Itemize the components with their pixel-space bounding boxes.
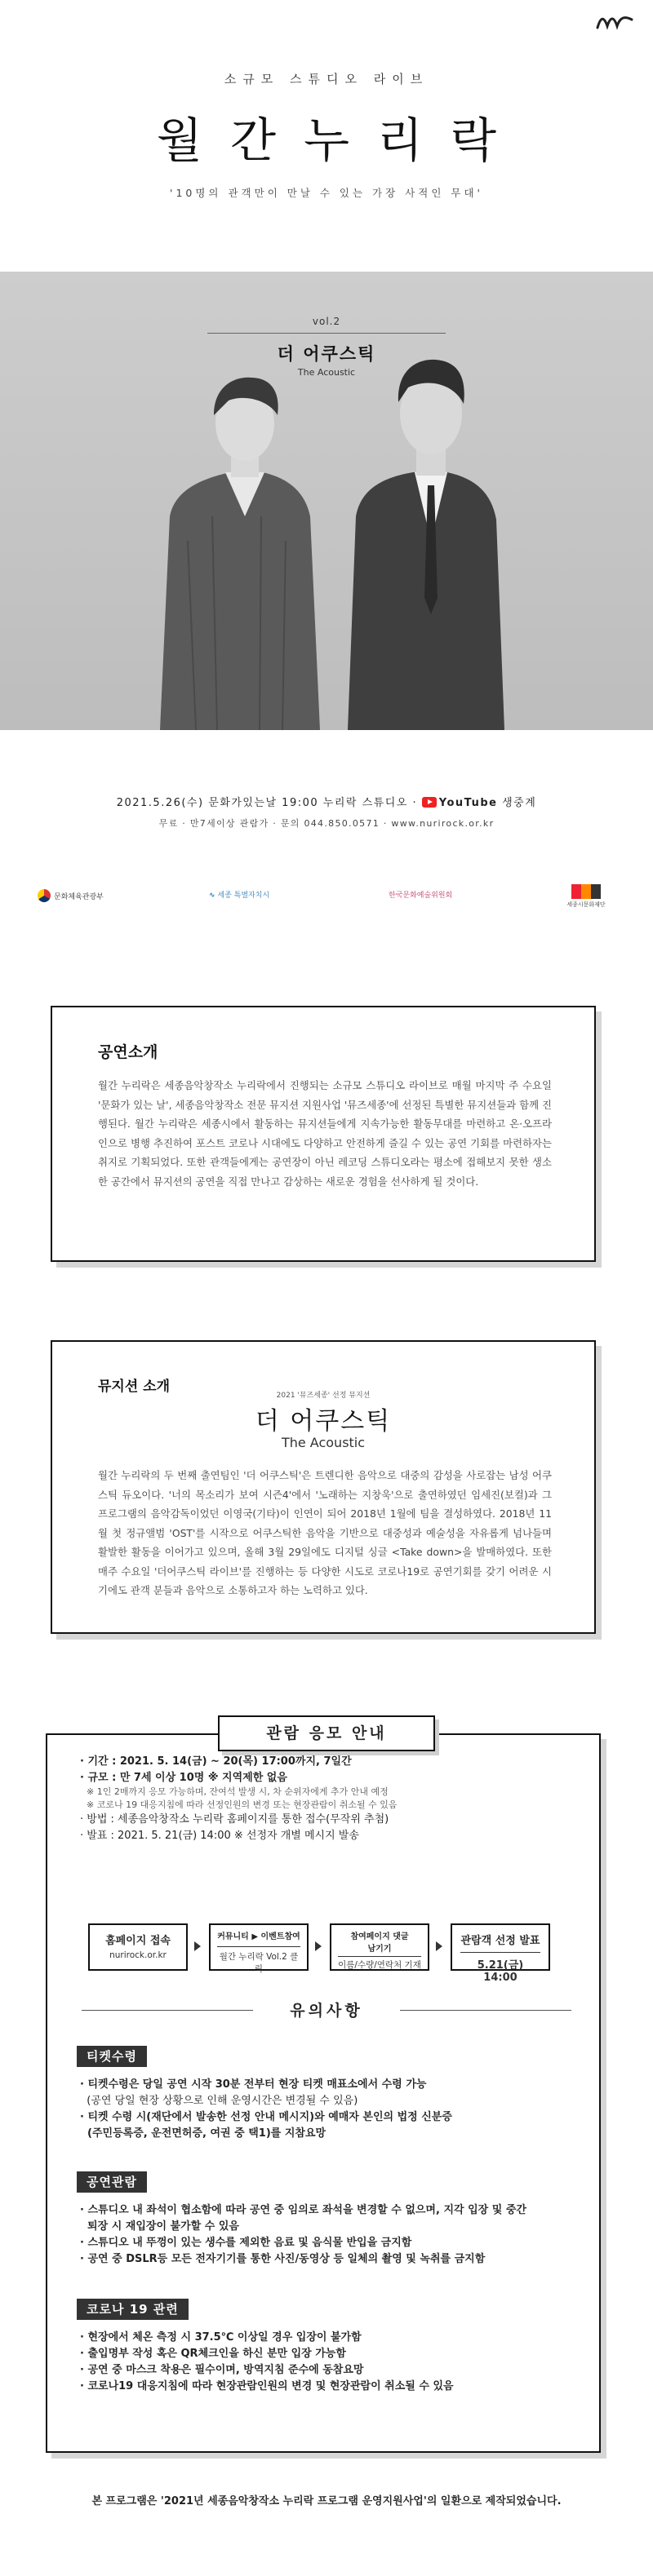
apply-scale: · 규모 : 만 7세 이상 10명 ※ 지역제한 없음	[80, 1771, 287, 1784]
mcst-emblem-icon	[38, 889, 51, 902]
sponsor-arko: 한국문화예술위원회	[389, 892, 453, 900]
sponsor-mcst: 문화체육관광부	[38, 889, 104, 902]
notice-title: 유의사항	[253, 1998, 400, 2021]
event-stream: 생중계	[502, 797, 537, 809]
apply-note-1: ※ 1인 2매까지 응모 가능하며, 잔여석 발생 시, 차 순위자에게 추가 안내 예정	[87, 1786, 389, 1797]
covid-line-4: · 코로나19 대응지침에 따라 현장관람인원의 변경 및 현장관람이 취소될 수 있음	[80, 2380, 454, 2392]
show-line-3: · 스튜디오 내 뚜껑이 있는 생수를 제외한 음료 및 음식물 반입을 금지함	[80, 2237, 412, 2249]
step-comment: 참여페이지 댓글 남기기 이름/수량/연락처 기재	[330, 1923, 429, 1971]
show-line-1: · 스튜디오 내 좌석이 협소함에 따라 공연 중 임의로 좌석을 변경할 수 없으며, 지각 입장 및 중간	[80, 2204, 526, 2216]
poster-title-kr: 더 어쿠스틱	[277, 344, 376, 364]
intro-box	[51, 1006, 596, 1262]
page-title: 월간누리락	[156, 113, 525, 168]
step-announce: 관람객 선정 발표 5.21(금) 14:00	[451, 1923, 550, 1971]
covid-tag: 코로나 19 관련	[77, 2299, 189, 2320]
ticket-line-2: (공연 당일 현장 상황으로 인해 운영시간은 변경될 수 있음)	[80, 2095, 358, 2107]
nuri-logo-icon	[596, 13, 635, 31]
musician-name-en: The Acoustic	[281, 1435, 366, 1450]
apply-period: · 기간 : 2021. 5. 14(금) ~ 20(목) 17:00까지, 7일간	[80, 1755, 352, 1768]
arrow-icon	[315, 1941, 322, 1951]
ticket-line-3: · 티켓 수령 시(재단에서 발송한 선정 안내 메시지)와 예매자 본인의 법정 신분증	[80, 2111, 452, 2123]
apply-method: · 방법 : 세종음악창작소 누리락 홈페이지를 통한 접수(무작위 추첨)	[80, 1813, 389, 1826]
intro-title: 공연소개	[98, 1043, 158, 1061]
sejong-emblem-icon: ∿	[209, 892, 215, 900]
vol-divider	[207, 333, 446, 334]
covid-line-1: · 현장에서 체온 측정 시 37.5℃ 이상일 경우 입장이 불가함	[80, 2331, 362, 2344]
subtitle: 소규모 스튜디오 라이브	[224, 72, 429, 86]
step-community: 커뮤니티 ▶ 이벤트참여 월간 누리락 Vol.2 클릭	[209, 1923, 309, 1971]
step-homepage: 홈페이지 접속 nurirock.or.kr	[88, 1923, 188, 1971]
apply-announce: · 발표 : 2021. 5. 21(금) 14:00 ※ 선정자 개별 메시지 발송	[80, 1829, 359, 1842]
covid-line-3: · 공연 중 마스크 착용은 필수이며, 방역지침 준수에 동참요망	[80, 2364, 364, 2376]
apply-list	[80, 1754, 586, 1843]
apply-title: 관람 응모 안내	[218, 1715, 435, 1751]
show-line-2: 퇴장 시 재입장이 불가할 수 있음	[80, 2220, 239, 2233]
event-details: 무료 · 만7세이상 관람가 · 문의 044.850.0571 · www.nurirock.or.kr	[158, 818, 495, 829]
musician-title: 뮤지션 소개	[98, 1379, 171, 1395]
arrow-icon	[194, 1941, 201, 1951]
covid-line-2: · 출입명부 작성 혹은 QR체크인을 하신 분만 입장 가능함	[80, 2348, 346, 2360]
intro-body: 월간 누리락은 세종음악창작소 누리락에서 진행되는 소규모 스튜디오 라이브로 매월 마지막 주 수요일 '문화가 있는 날', 세종음악창작소 전문 뮤지션 지원사업 '뮤즈세종'에 선정된 특별한 뮤지션들과 함께 진행된다. 월간 누리락은 세종시에서 활동하는 뮤지션들에게 지속가능한 활동무대를 마련하고 온·오프라인으로 병행 추진하여 포스트 코로나 시대에도 다양하고 안전하게 즐길 수 있는 공연 기회를 마련하자는 취지로 기획되었다. 또한 관객들에게는 공연장이 아닌 레코딩 스튜디오라는 평소에 접해보지 못한 생소한 공간에서 뮤지션의 공연을 직접 만나고 감상하는 새로운 경험을 선사하게 될 것이다.	[98, 1079, 552, 1188]
tagline: '10명의 관객만이 만날 수 있는 가장 사적인 무대'	[170, 187, 483, 199]
vol-label: vol.2	[312, 316, 341, 327]
ticket-line-4: (주민등록증, 운전면허증, 여권 중 택1)를 지참요망	[80, 2127, 326, 2140]
musician-caption: 2021 '뮤즈세종' 선정 뮤지션	[276, 1392, 371, 1400]
youtube-icon	[422, 797, 437, 808]
arrow-icon	[436, 1941, 442, 1951]
show-line-4: · 공연 중 DSLR등 모든 전자기기를 통한 사진/동영상 등 일체의 촬영 및 녹취를 금지함	[80, 2253, 486, 2265]
sponsor-sjcf: 세종시문화재단	[549, 884, 624, 909]
musician-name-kr: 더 어쿠스틱	[255, 1407, 392, 1436]
musician-body: 월간 누리락의 두 번째 출연팀인 '더 어쿠스틱'은 트렌디한 음악으로 대중의 감성을 사로잡는 남성 어쿠스틱 듀오이다. '너의 목소리가 보여 시즌4'에서 '노래하는 지창욱'으로 출연하였던 임세진(보컬)과 그 프로그램의 음악감독이었던 이영국(기타)이 인연이 되어 2018년 1월에 팀을 결성하였다. 2018년 11월 첫 정규앨범 'OST'를 시작으로 어쿠스틱한 음악을 기반으로 대중성과 예술성을 자유롭게 넘나들며 활발한 활동을 이어가고 있으며, 올해 3월 29일에도 디지털 싱글 <Take down>을 발매하였다. 또한 매주 수요일 '더어쿠스틱 라이브'를 진행하는 등 다양한 시도로 코로나19로 공연기회를 갖기 어려운 시기에도 관객 분들과 음악으로 소통하고자 하는 노력하고 있다.	[98, 1469, 552, 1596]
ticket-tag: 티켓수령	[77, 2046, 147, 2067]
youtube-label: YouTube	[438, 797, 498, 809]
event-date: 2021.5.26(수) 문화가있는날 19:00 누리락 스튜디오 ·	[116, 797, 418, 809]
show-tag: 공연관람	[77, 2171, 147, 2193]
ticket-line-1: · 티켓수령은 당일 공연 시작 30분 전부터 현장 티켓 매표소에서 수령 가능	[80, 2078, 427, 2091]
poster-title-en: The Acoustic	[297, 367, 356, 378]
sponsor-sejong: ∿ 세종 특별자치시	[209, 892, 270, 900]
sponsor-logos	[0, 881, 653, 914]
sjcf-emblem-icon	[571, 884, 601, 899]
footer-note: 본 프로그램은 '2021년 세종음악창작소 누리락 프로그램 운영지원사업'의 일환으로 제작되었습니다.	[91, 2495, 562, 2507]
musician-box	[51, 1340, 596, 1634]
event-schedule	[0, 794, 653, 809]
apply-note-2: ※ 코로나 19 대응지침에 따라 선정인원의 변경 또는 현장관람이 취소될 수 있음	[87, 1799, 398, 1810]
